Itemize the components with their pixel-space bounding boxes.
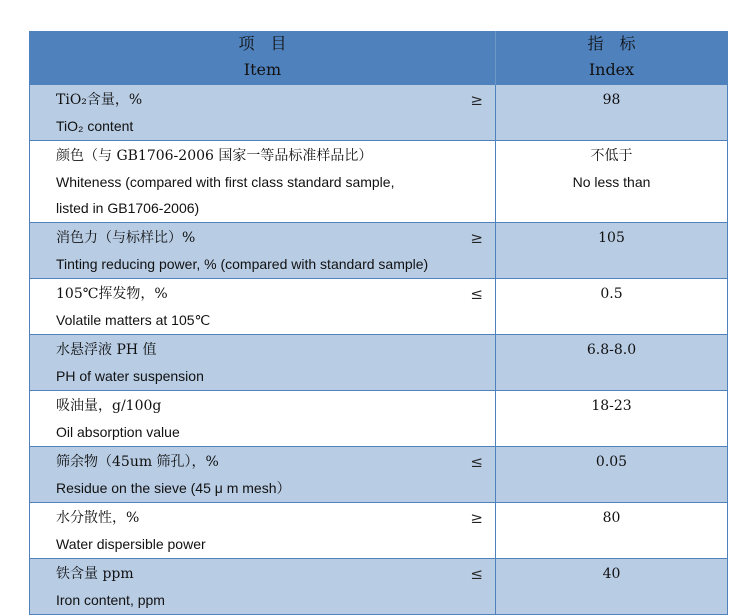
index-value: 0.5 bbox=[600, 286, 623, 302]
item-en: Volatile matters at 105℃ bbox=[56, 312, 211, 328]
comparison-symbol: ≤ bbox=[470, 453, 483, 471]
index-value: 40 bbox=[602, 566, 621, 582]
item-header-en: Item bbox=[243, 60, 282, 79]
table-row bbox=[30, 391, 728, 447]
item-cell bbox=[30, 223, 496, 279]
table-row bbox=[30, 559, 728, 615]
item-zh: 铁含量 ppm bbox=[56, 566, 134, 582]
index-cell bbox=[496, 223, 728, 279]
index-cell bbox=[496, 141, 728, 223]
item-en: Water dispersible power bbox=[56, 536, 206, 552]
comparison-symbol: ≤ bbox=[470, 285, 483, 303]
index-value: 98 bbox=[602, 92, 621, 108]
comparison-symbol: ≥ bbox=[470, 91, 483, 109]
index-cell bbox=[496, 503, 728, 559]
table-row bbox=[30, 85, 728, 141]
item-cell bbox=[30, 391, 496, 447]
item-en: Oil absorption value bbox=[56, 424, 180, 440]
index-header-en: Index bbox=[588, 60, 635, 79]
index-value: 0.05 bbox=[595, 454, 628, 470]
item-en: Tinting reducing power, % (compared with standard sample) bbox=[56, 256, 429, 272]
index-column-header bbox=[496, 32, 728, 85]
item-en: TiO₂ content bbox=[56, 118, 134, 134]
comparison-symbol: ≥ bbox=[470, 229, 483, 247]
table-header-row bbox=[30, 32, 728, 85]
item-zh: 消色力（与标样比）% bbox=[56, 230, 196, 246]
index-cell bbox=[496, 391, 728, 447]
index-value: 6.8-8.0 bbox=[586, 342, 637, 358]
index-cell bbox=[496, 559, 728, 615]
index-value: 不低于 bbox=[590, 148, 633, 164]
item-zh: 105℃挥发物，% bbox=[56, 286, 168, 302]
spec-table bbox=[29, 31, 728, 615]
table-row bbox=[30, 335, 728, 391]
index-value-en: No less than bbox=[572, 174, 651, 190]
item-header-zh: 项 目 bbox=[238, 34, 287, 53]
item-en: Whiteness (compared with first class standard sample, bbox=[56, 174, 395, 190]
item-en: PH of water suspension bbox=[56, 368, 204, 384]
index-value: 105 bbox=[598, 230, 625, 246]
item-cell bbox=[30, 85, 496, 141]
index-value: 18-23 bbox=[591, 398, 632, 414]
index-cell bbox=[496, 279, 728, 335]
index-cell bbox=[496, 447, 728, 503]
item-zh: 水悬浮液 PH 值 bbox=[56, 342, 157, 358]
item-en-continued: listed in GB1706-2006) bbox=[56, 200, 200, 216]
item-zh: 筛余物（45um 筛孔），% bbox=[56, 454, 219, 470]
index-cell bbox=[496, 85, 728, 141]
item-column-header bbox=[30, 32, 496, 85]
item-cell bbox=[30, 141, 496, 223]
item-zh: TiO₂含量，% bbox=[56, 92, 143, 108]
item-en: Residue on the sieve (45 μ m mesh） bbox=[56, 480, 291, 496]
table-row bbox=[30, 279, 728, 335]
item-en: Iron content, ppm bbox=[56, 592, 165, 608]
item-cell bbox=[30, 447, 496, 503]
table-row bbox=[30, 447, 728, 503]
item-cell bbox=[30, 335, 496, 391]
item-zh: 颜色（与 GB1706-2006 国家一等品标准样品比） bbox=[56, 148, 373, 164]
item-cell bbox=[30, 503, 496, 559]
comparison-symbol: ≥ bbox=[470, 509, 483, 527]
index-value: 80 bbox=[602, 510, 621, 526]
item-cell bbox=[30, 559, 496, 615]
item-zh: 水分散性，% bbox=[56, 510, 140, 526]
index-cell bbox=[496, 335, 728, 391]
table-row bbox=[30, 141, 728, 223]
table-row bbox=[30, 503, 728, 559]
table-row bbox=[30, 223, 728, 279]
index-header-zh: 指 标 bbox=[587, 34, 636, 53]
item-cell bbox=[30, 279, 496, 335]
comparison-symbol: ≤ bbox=[470, 565, 483, 583]
item-zh: 吸油量，g/100g bbox=[56, 398, 162, 414]
